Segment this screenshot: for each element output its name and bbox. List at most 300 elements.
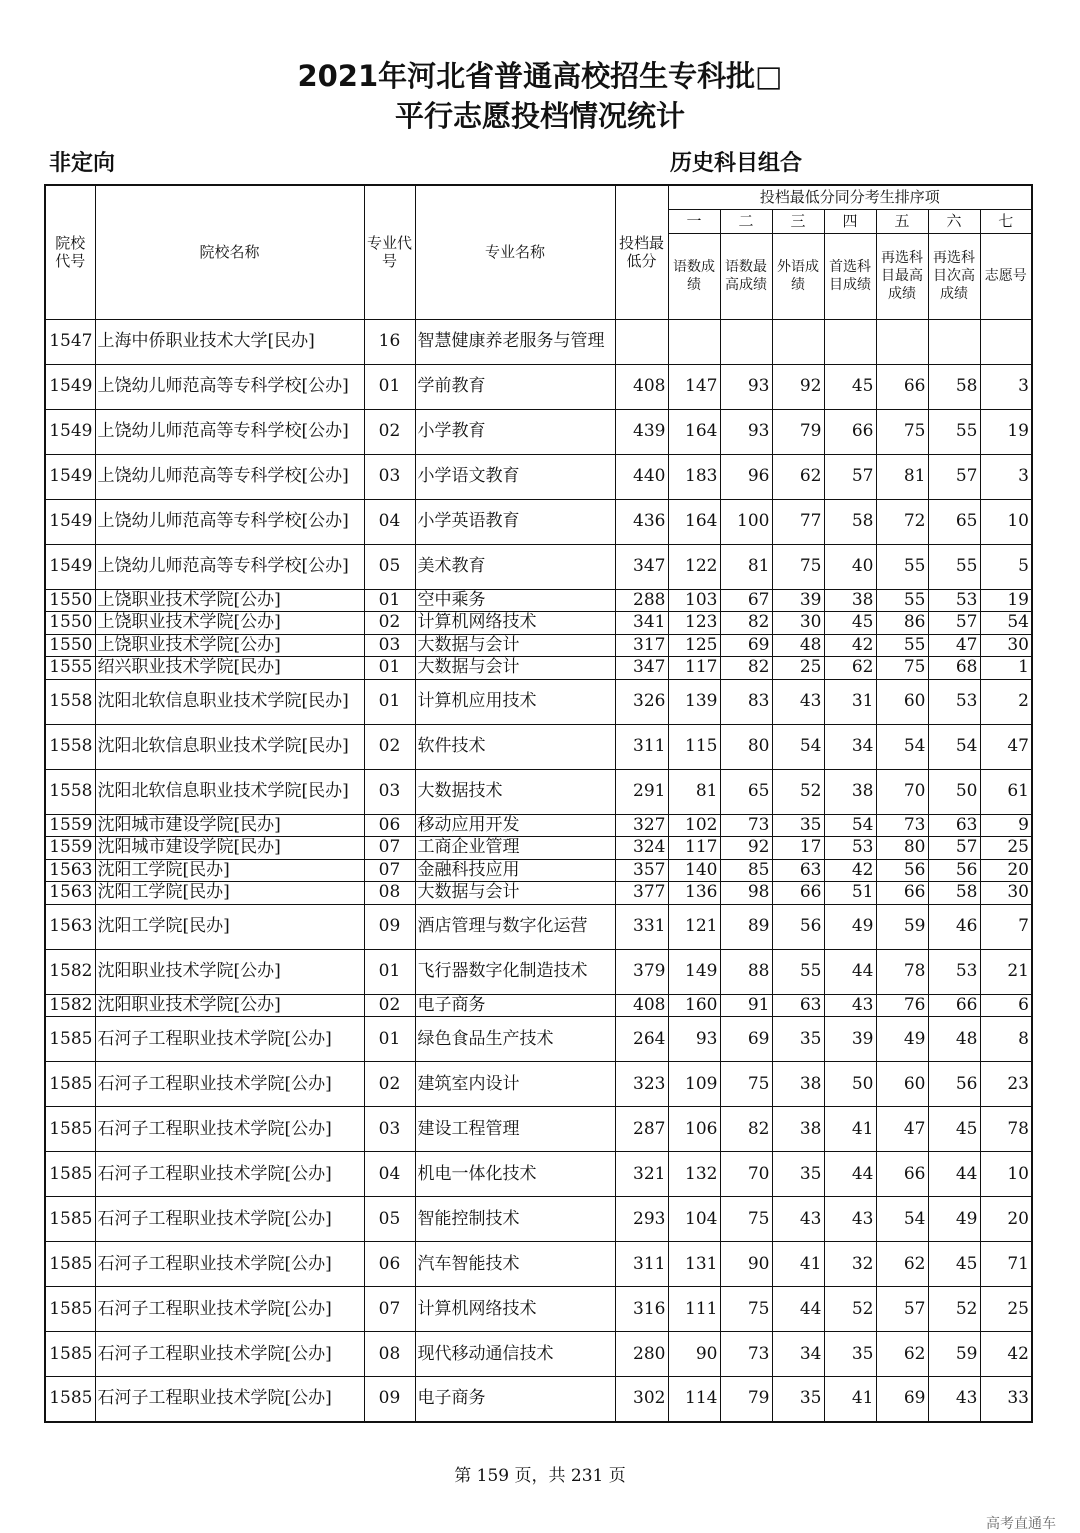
cell-elective-max: 75 [876,409,928,454]
cell-school-name: 绍兴职业技术学院[民办] [95,657,364,680]
cell-school-name: 上饶职业技术学院[公办] [95,634,364,657]
cell-school-code: 1559 [45,814,95,837]
cell-min-score: 439 [615,409,668,454]
cell-chinese-math-score: 125 [668,634,720,657]
cell-school-code: 1558 [45,679,95,724]
cell-chinese-math-score: 123 [668,612,720,635]
cell-min-score: 377 [615,882,668,905]
cell-major-name: 建筑室内设计 [415,1062,615,1107]
cell-school-name: 沈阳北软信息职业技术学院[民办] [95,769,364,814]
table-row [45,1242,1032,1287]
cell-elective-max: 56 [876,859,928,882]
cell-elective-second: 56 [928,1062,980,1107]
cell-preference-number: 61 [980,769,1032,814]
cell-foreign-language: 54 [772,724,824,769]
cell-major-code: 04 [364,499,415,544]
cell-chinese-math-max: 100 [720,499,772,544]
cell-elective-second: 57 [928,837,980,860]
header-order-3: 三 [772,209,824,233]
cell-primary-subject: 43 [824,1197,876,1242]
cell-school-code: 1555 [45,657,95,680]
cell-elective-max: 66 [876,1152,928,1197]
cell-elective-second: 45 [928,1107,980,1152]
header-preference-number: 志愿号 [980,233,1032,319]
cell-preference-number: 33 [980,1377,1032,1422]
cell-chinese-math-max: 75 [720,1287,772,1332]
cell-school-code: 1585 [45,1197,95,1242]
cell-foreign-language: 35 [772,1377,824,1422]
cell-chinese-math-max: 91 [720,994,772,1017]
header-min-score: 投档最低分 [615,185,668,319]
cell-preference-number: 7 [980,904,1032,949]
cell-chinese-math-score: 115 [668,724,720,769]
cell-preference-number [980,319,1032,364]
cell-elective-second: 54 [928,724,980,769]
cell-school-code: 1582 [45,994,95,1017]
cell-major-code: 06 [364,1242,415,1287]
cell-preference-number: 6 [980,994,1032,1017]
cell-preference-number: 10 [980,1152,1032,1197]
cell-school-code: 1585 [45,1242,95,1287]
header-chinese-math-max: 语数最高成绩 [720,233,772,319]
cell-major-code: 04 [364,1152,415,1197]
cell-chinese-math-max: 69 [720,1017,772,1062]
cell-primary-subject: 32 [824,1242,876,1287]
cell-chinese-math-max: 82 [720,612,772,635]
cell-chinese-math-score: 111 [668,1287,720,1332]
cell-min-score: 341 [615,612,668,635]
cell-major-name: 软件技术 [415,724,615,769]
cell-min-score [615,319,668,364]
cell-chinese-math-score: 117 [668,657,720,680]
cell-elective-second: 58 [928,364,980,409]
cell-chinese-math-score: 140 [668,859,720,882]
subtitle-category: 非定向 [49,151,116,176]
table-row [45,1287,1032,1332]
cell-school-code: 1550 [45,634,95,657]
cell-major-code: 02 [364,994,415,1017]
cell-elective-max: 62 [876,1242,928,1287]
subtitle-subject-group: 历史科目组合 [670,151,803,176]
cell-chinese-math-score: 139 [668,679,720,724]
cell-school-name: 沈阳工学院[民办] [95,904,364,949]
cell-foreign-language: 30 [772,612,824,635]
cell-major-name: 计算机应用技术 [415,679,615,724]
cell-school-code: 1585 [45,1107,95,1152]
cell-school-name: 石河子工程职业技术学院[公办] [95,1377,364,1422]
cell-chinese-math-score: 160 [668,994,720,1017]
cell-school-name: 上饶幼儿师范高等专科学校[公办] [95,499,364,544]
cell-major-code: 01 [364,949,415,994]
cell-foreign-language [772,319,824,364]
table-row [45,1197,1032,1242]
cell-school-name: 石河子工程职业技术学院[公办] [95,1062,364,1107]
cell-major-code: 01 [364,589,415,612]
cell-min-score: 324 [615,837,668,860]
cell-min-score: 440 [615,454,668,499]
cell-major-code: 09 [364,1377,415,1422]
table-row [45,319,1032,364]
cell-major-name: 学前教育 [415,364,615,409]
cell-preference-number: 19 [980,589,1032,612]
header-elective-second: 再选科目次高成绩 [928,233,980,319]
header-order-5: 五 [876,209,928,233]
cell-school-name: 沈阳北软信息职业技术学院[民办] [95,724,364,769]
cell-major-name: 金融科技应用 [415,859,615,882]
page-title-line2: 平行志愿投档情况统计 [394,99,685,133]
cell-min-score: 321 [615,1152,668,1197]
cell-elective-second: 53 [928,589,980,612]
header-school-name: 院校名称 [95,185,364,319]
cell-foreign-language: 39 [772,589,824,612]
cell-elective-second: 45 [928,1242,980,1287]
table-row [45,544,1032,589]
table-row [45,814,1032,837]
table-row [45,1152,1032,1197]
cell-chinese-math-max: 75 [720,1062,772,1107]
cell-min-score: 302 [615,1377,668,1422]
cell-primary-subject: 66 [824,409,876,454]
cell-major-name: 小学教育 [415,409,615,454]
cell-preference-number: 20 [980,859,1032,882]
cell-preference-number: 2 [980,679,1032,724]
cell-school-name: 沈阳北软信息职业技术学院[民办] [95,679,364,724]
cell-school-code: 1559 [45,837,95,860]
cell-primary-subject: 49 [824,904,876,949]
cell-major-name: 计算机网络技术 [415,1287,615,1332]
cell-foreign-language: 77 [772,499,824,544]
header-tiebreak-group: 投档最低分同分考生排序项 [668,185,1032,209]
cell-chinese-math-score [668,319,720,364]
cell-school-name: 沈阳城市建设学院[民办] [95,814,364,837]
cell-preference-number: 47 [980,724,1032,769]
cell-preference-number: 1 [980,657,1032,680]
table-row [45,769,1032,814]
header-order-6: 六 [928,209,980,233]
cell-chinese-math-max: 79 [720,1377,772,1422]
cell-preference-number: 10 [980,499,1032,544]
header-order-4: 四 [824,209,876,233]
cell-chinese-math-max: 67 [720,589,772,612]
cell-school-name: 上饶幼儿师范高等专科学校[公办] [95,364,364,409]
cell-elective-second: 53 [928,679,980,724]
cell-min-score: 293 [615,1197,668,1242]
cell-school-code: 1549 [45,544,95,589]
cell-chinese-math-score: 90 [668,1332,720,1377]
header-foreign-language: 外语成绩 [772,233,824,319]
cell-chinese-math-score: 102 [668,814,720,837]
cell-major-code: 03 [364,769,415,814]
cell-chinese-math-score: 183 [668,454,720,499]
cell-elective-max: 54 [876,724,928,769]
cell-chinese-math-score: 109 [668,1062,720,1107]
cell-chinese-math-score: 147 [668,364,720,409]
cell-school-name: 上饶幼儿师范高等专科学校[公办] [95,454,364,499]
cell-primary-subject: 62 [824,657,876,680]
cell-school-code: 1563 [45,904,95,949]
cell-primary-subject: 41 [824,1107,876,1152]
cell-foreign-language: 17 [772,837,824,860]
cell-min-score: 323 [615,1062,668,1107]
cell-major-name: 飞行器数字化制造技术 [415,949,615,994]
cell-major-code: 01 [364,1017,415,1062]
header-school-code: 院校代号 [45,185,95,319]
cell-elective-max: 86 [876,612,928,635]
cell-min-score: 408 [615,364,668,409]
header-order-7: 七 [980,209,1032,233]
cell-chinese-math-max: 73 [720,1332,772,1377]
cell-min-score: 326 [615,679,668,724]
cell-min-score: 288 [615,589,668,612]
cell-elective-second: 43 [928,1377,980,1422]
cell-preference-number: 21 [980,949,1032,994]
cell-elective-max: 78 [876,949,928,994]
cell-elective-second: 65 [928,499,980,544]
table-row [45,454,1032,499]
cell-elective-second: 55 [928,544,980,589]
cell-elective-second: 58 [928,882,980,905]
cell-elective-max: 76 [876,994,928,1017]
cell-major-code: 08 [364,882,415,905]
header-major-name: 专业名称 [415,185,615,319]
cell-chinese-math-score: 136 [668,882,720,905]
cell-primary-subject: 43 [824,994,876,1017]
cell-preference-number: 23 [980,1062,1032,1107]
cell-chinese-math-max: 89 [720,904,772,949]
cell-elective-max: 70 [876,769,928,814]
cell-primary-subject: 39 [824,1017,876,1062]
cell-primary-subject: 52 [824,1287,876,1332]
cell-major-code: 05 [364,544,415,589]
cell-preference-number: 78 [980,1107,1032,1152]
cell-chinese-math-score: 103 [668,589,720,612]
table-row [45,499,1032,544]
cell-major-name: 工商企业管理 [415,837,615,860]
cell-major-code: 09 [364,904,415,949]
cell-chinese-math-max: 92 [720,837,772,860]
cell-major-name: 大数据与会计 [415,657,615,680]
cell-elective-max: 69 [876,1377,928,1422]
cell-school-name: 上饶幼儿师范高等专科学校[公办] [95,544,364,589]
cell-foreign-language: 63 [772,859,824,882]
cell-preference-number: 25 [980,837,1032,860]
cell-chinese-math-max: 82 [720,1107,772,1152]
cell-elective-second: 68 [928,657,980,680]
cell-chinese-math-score: 117 [668,837,720,860]
cell-primary-subject: 41 [824,1377,876,1422]
cell-elective-max: 62 [876,1332,928,1377]
cell-chinese-math-score: 164 [668,499,720,544]
cell-chinese-math-max: 69 [720,634,772,657]
cell-primary-subject: 53 [824,837,876,860]
table-row [45,679,1032,724]
cell-foreign-language: 63 [772,994,824,1017]
cell-foreign-language: 43 [772,1197,824,1242]
cell-school-code: 1585 [45,1152,95,1197]
cell-elective-second: 57 [928,612,980,635]
cell-elective-max [876,319,928,364]
cell-min-score: 408 [615,994,668,1017]
cell-elective-second: 46 [928,904,980,949]
cell-preference-number: 42 [980,1332,1032,1377]
admission-table [44,184,1033,1423]
cell-primary-subject: 31 [824,679,876,724]
cell-elective-max: 72 [876,499,928,544]
cell-elective-second: 53 [928,949,980,994]
cell-elective-max: 55 [876,589,928,612]
cell-elective-max: 55 [876,544,928,589]
cell-elective-second: 50 [928,769,980,814]
cell-major-name: 汽车智能技术 [415,1242,615,1287]
cell-foreign-language: 44 [772,1287,824,1332]
cell-major-name: 酒店管理与数字化运营 [415,904,615,949]
cell-preference-number: 30 [980,634,1032,657]
cell-major-name: 建设工程管理 [415,1107,615,1152]
cell-elective-second: 52 [928,1287,980,1332]
cell-elective-max: 47 [876,1107,928,1152]
table-row [45,634,1032,657]
cell-school-name: 石河子工程职业技术学院[公办] [95,1197,364,1242]
table-row [45,364,1032,409]
cell-primary-subject: 44 [824,949,876,994]
cell-chinese-math-score: 164 [668,409,720,454]
cell-school-code: 1549 [45,499,95,544]
cell-major-name: 电子商务 [415,994,615,1017]
cell-elective-second: 59 [928,1332,980,1377]
cell-major-name: 现代移动通信技术 [415,1332,615,1377]
cell-major-code: 07 [364,1287,415,1332]
cell-chinese-math-max: 81 [720,544,772,589]
cell-major-code: 03 [364,634,415,657]
cell-school-name: 上饶幼儿师范高等专科学校[公办] [95,409,364,454]
cell-school-code: 1585 [45,1287,95,1332]
cell-elective-second: 57 [928,454,980,499]
cell-min-score: 347 [615,657,668,680]
cell-chinese-math-max [720,319,772,364]
cell-major-code: 01 [364,657,415,680]
cell-elective-second: 44 [928,1152,980,1197]
cell-foreign-language: 35 [772,814,824,837]
cell-elective-second: 47 [928,634,980,657]
cell-elective-max: 59 [876,904,928,949]
cell-min-score: 331 [615,904,668,949]
cell-chinese-math-score: 104 [668,1197,720,1242]
cell-chinese-math-max: 65 [720,769,772,814]
cell-major-name: 机电一体化技术 [415,1152,615,1197]
page-footer: 第 159 页，共 231 页 [454,1466,626,1486]
cell-major-code: 02 [364,409,415,454]
cell-elective-second: 55 [928,409,980,454]
cell-major-code: 16 [364,319,415,364]
cell-preference-number: 3 [980,364,1032,409]
cell-chinese-math-score: 121 [668,904,720,949]
cell-preference-number: 3 [980,454,1032,499]
cell-school-code: 1582 [45,949,95,994]
cell-chinese-math-max: 75 [720,1197,772,1242]
cell-school-code: 1585 [45,1377,95,1422]
cell-elective-max: 75 [876,657,928,680]
cell-major-name: 小学语文教育 [415,454,615,499]
cell-foreign-language: 56 [772,904,824,949]
cell-chinese-math-max: 90 [720,1242,772,1287]
cell-chinese-math-max: 93 [720,364,772,409]
cell-school-code: 1549 [45,454,95,499]
cell-major-code: 05 [364,1197,415,1242]
cell-major-name: 移动应用开发 [415,814,615,837]
table-row [45,904,1032,949]
cell-chinese-math-max: 85 [720,859,772,882]
cell-elective-second: 66 [928,994,980,1017]
cell-primary-subject: 42 [824,634,876,657]
cell-primary-subject: 45 [824,612,876,635]
cell-min-score: 287 [615,1107,668,1152]
cell-min-score: 379 [615,949,668,994]
cell-chinese-math-max: 93 [720,409,772,454]
cell-elective-second: 63 [928,814,980,837]
cell-major-name: 大数据与会计 [415,634,615,657]
cell-min-score: 316 [615,1287,668,1332]
cell-primary-subject: 57 [824,454,876,499]
cell-school-code: 1558 [45,769,95,814]
cell-major-code: 06 [364,814,415,837]
cell-major-code: 01 [364,364,415,409]
cell-preference-number: 9 [980,814,1032,837]
cell-foreign-language: 66 [772,882,824,905]
cell-major-code: 02 [364,612,415,635]
cell-foreign-language: 92 [772,364,824,409]
table-row [45,949,1032,994]
table-row [45,882,1032,905]
cell-major-code: 07 [364,837,415,860]
cell-school-code: 1563 [45,882,95,905]
table-row [45,1017,1032,1062]
cell-elective-max: 57 [876,1287,928,1332]
cell-foreign-language: 55 [772,949,824,994]
cell-primary-subject: 58 [824,499,876,544]
cell-primary-subject [824,319,876,364]
header-major-code: 专业代号 [364,185,415,319]
cell-primary-subject: 42 [824,859,876,882]
cell-chinese-math-max: 96 [720,454,772,499]
cell-major-name: 电子商务 [415,1377,615,1422]
cell-preference-number: 5 [980,544,1032,589]
cell-elective-max: 73 [876,814,928,837]
cell-chinese-math-score: 149 [668,949,720,994]
cell-major-code: 07 [364,859,415,882]
cell-elective-max: 81 [876,454,928,499]
header-chinese-math-score: 语数成绩 [668,233,720,319]
cell-min-score: 357 [615,859,668,882]
cell-school-code: 1550 [45,589,95,612]
table-row [45,724,1032,769]
cell-foreign-language: 34 [772,1332,824,1377]
cell-foreign-language: 41 [772,1242,824,1287]
table-row [45,859,1032,882]
cell-chinese-math-max: 82 [720,657,772,680]
cell-primary-subject: 51 [824,882,876,905]
cell-primary-subject: 54 [824,814,876,837]
cell-elective-max: 80 [876,837,928,860]
cell-major-name: 美术教育 [415,544,615,589]
cell-major-name: 智能控制技术 [415,1197,615,1242]
watermark: 高考直通车 [986,1516,1056,1532]
cell-elective-second: 49 [928,1197,980,1242]
cell-school-name: 石河子工程职业技术学院[公办] [95,1152,364,1197]
cell-primary-subject: 38 [824,589,876,612]
table-row [45,612,1032,635]
cell-school-name: 上海中侨职业技术大学[民办] [95,319,364,364]
cell-primary-subject: 34 [824,724,876,769]
